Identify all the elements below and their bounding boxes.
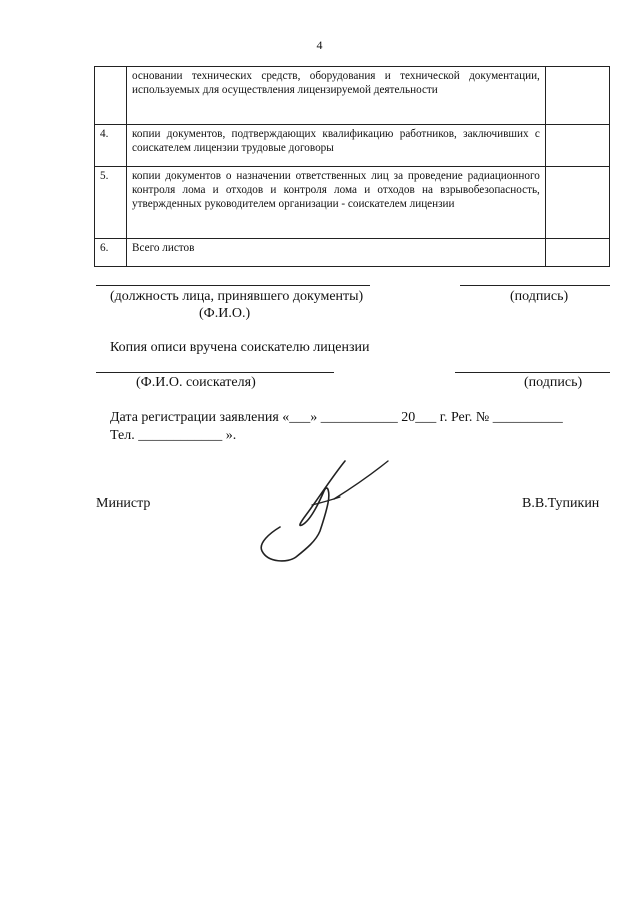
row-description: Всего листов: [127, 239, 546, 267]
table-row: [95, 167, 610, 239]
documents-table: [94, 66, 610, 267]
registration-date-line: Дата регистрации заявления «___» ___________ 20___ г. Рег. № __________: [110, 410, 563, 425]
applicant-signature-fill-line: [455, 372, 610, 373]
position-fill-line: [96, 285, 370, 286]
signature-label: (подпись): [510, 289, 569, 304]
row-number: 4.: [95, 125, 127, 167]
phone-line: Тел. ____________ ».: [110, 428, 237, 443]
row-description: копии документов, подтверждающих квалификацию работников, заключивших с соискателем лицензии трудовые договоры: [127, 125, 546, 167]
page-number: 4: [316, 38, 323, 52]
row-sheet-count: [545, 239, 609, 267]
position-label: (должность лица, принявшего документы): [110, 289, 364, 304]
row-sheet-count: [545, 67, 609, 125]
copy-delivered-text: Копия описи вручена соискателю лицензии: [110, 340, 370, 355]
signature-fill-line: [460, 285, 610, 286]
row-number: 6.: [95, 239, 127, 267]
table-row: [95, 125, 610, 167]
minister-title: Министр: [96, 496, 151, 511]
row-sheet-count: [545, 167, 609, 239]
row-number: 5.: [95, 167, 127, 239]
row-description: основании технических средств, оборудования и технической документации, используемых для осуществления лицензируемой деятельности: [127, 67, 546, 125]
fio-label: (Ф.И.О.): [199, 306, 251, 321]
minister-name: В.В.Тупикин: [522, 496, 600, 511]
table-row: [95, 239, 610, 267]
applicant-fio-fill-line: [96, 372, 334, 373]
row-description: копии документов о назначении ответственных лиц за проведение радиационного контроля лома и отходов и контроля лома и отходов на взрывобезопасность, утвержденных руководителем организации - соискателем лицензии: [127, 167, 546, 239]
table-row: [95, 67, 610, 125]
row-sheet-count: [545, 125, 609, 167]
row-number: [95, 67, 127, 125]
applicant-signature-label: (подпись): [524, 375, 583, 390]
handwritten-signature: [250, 455, 395, 565]
applicant-fio-label: (Ф.И.О. соискателя): [136, 375, 256, 390]
